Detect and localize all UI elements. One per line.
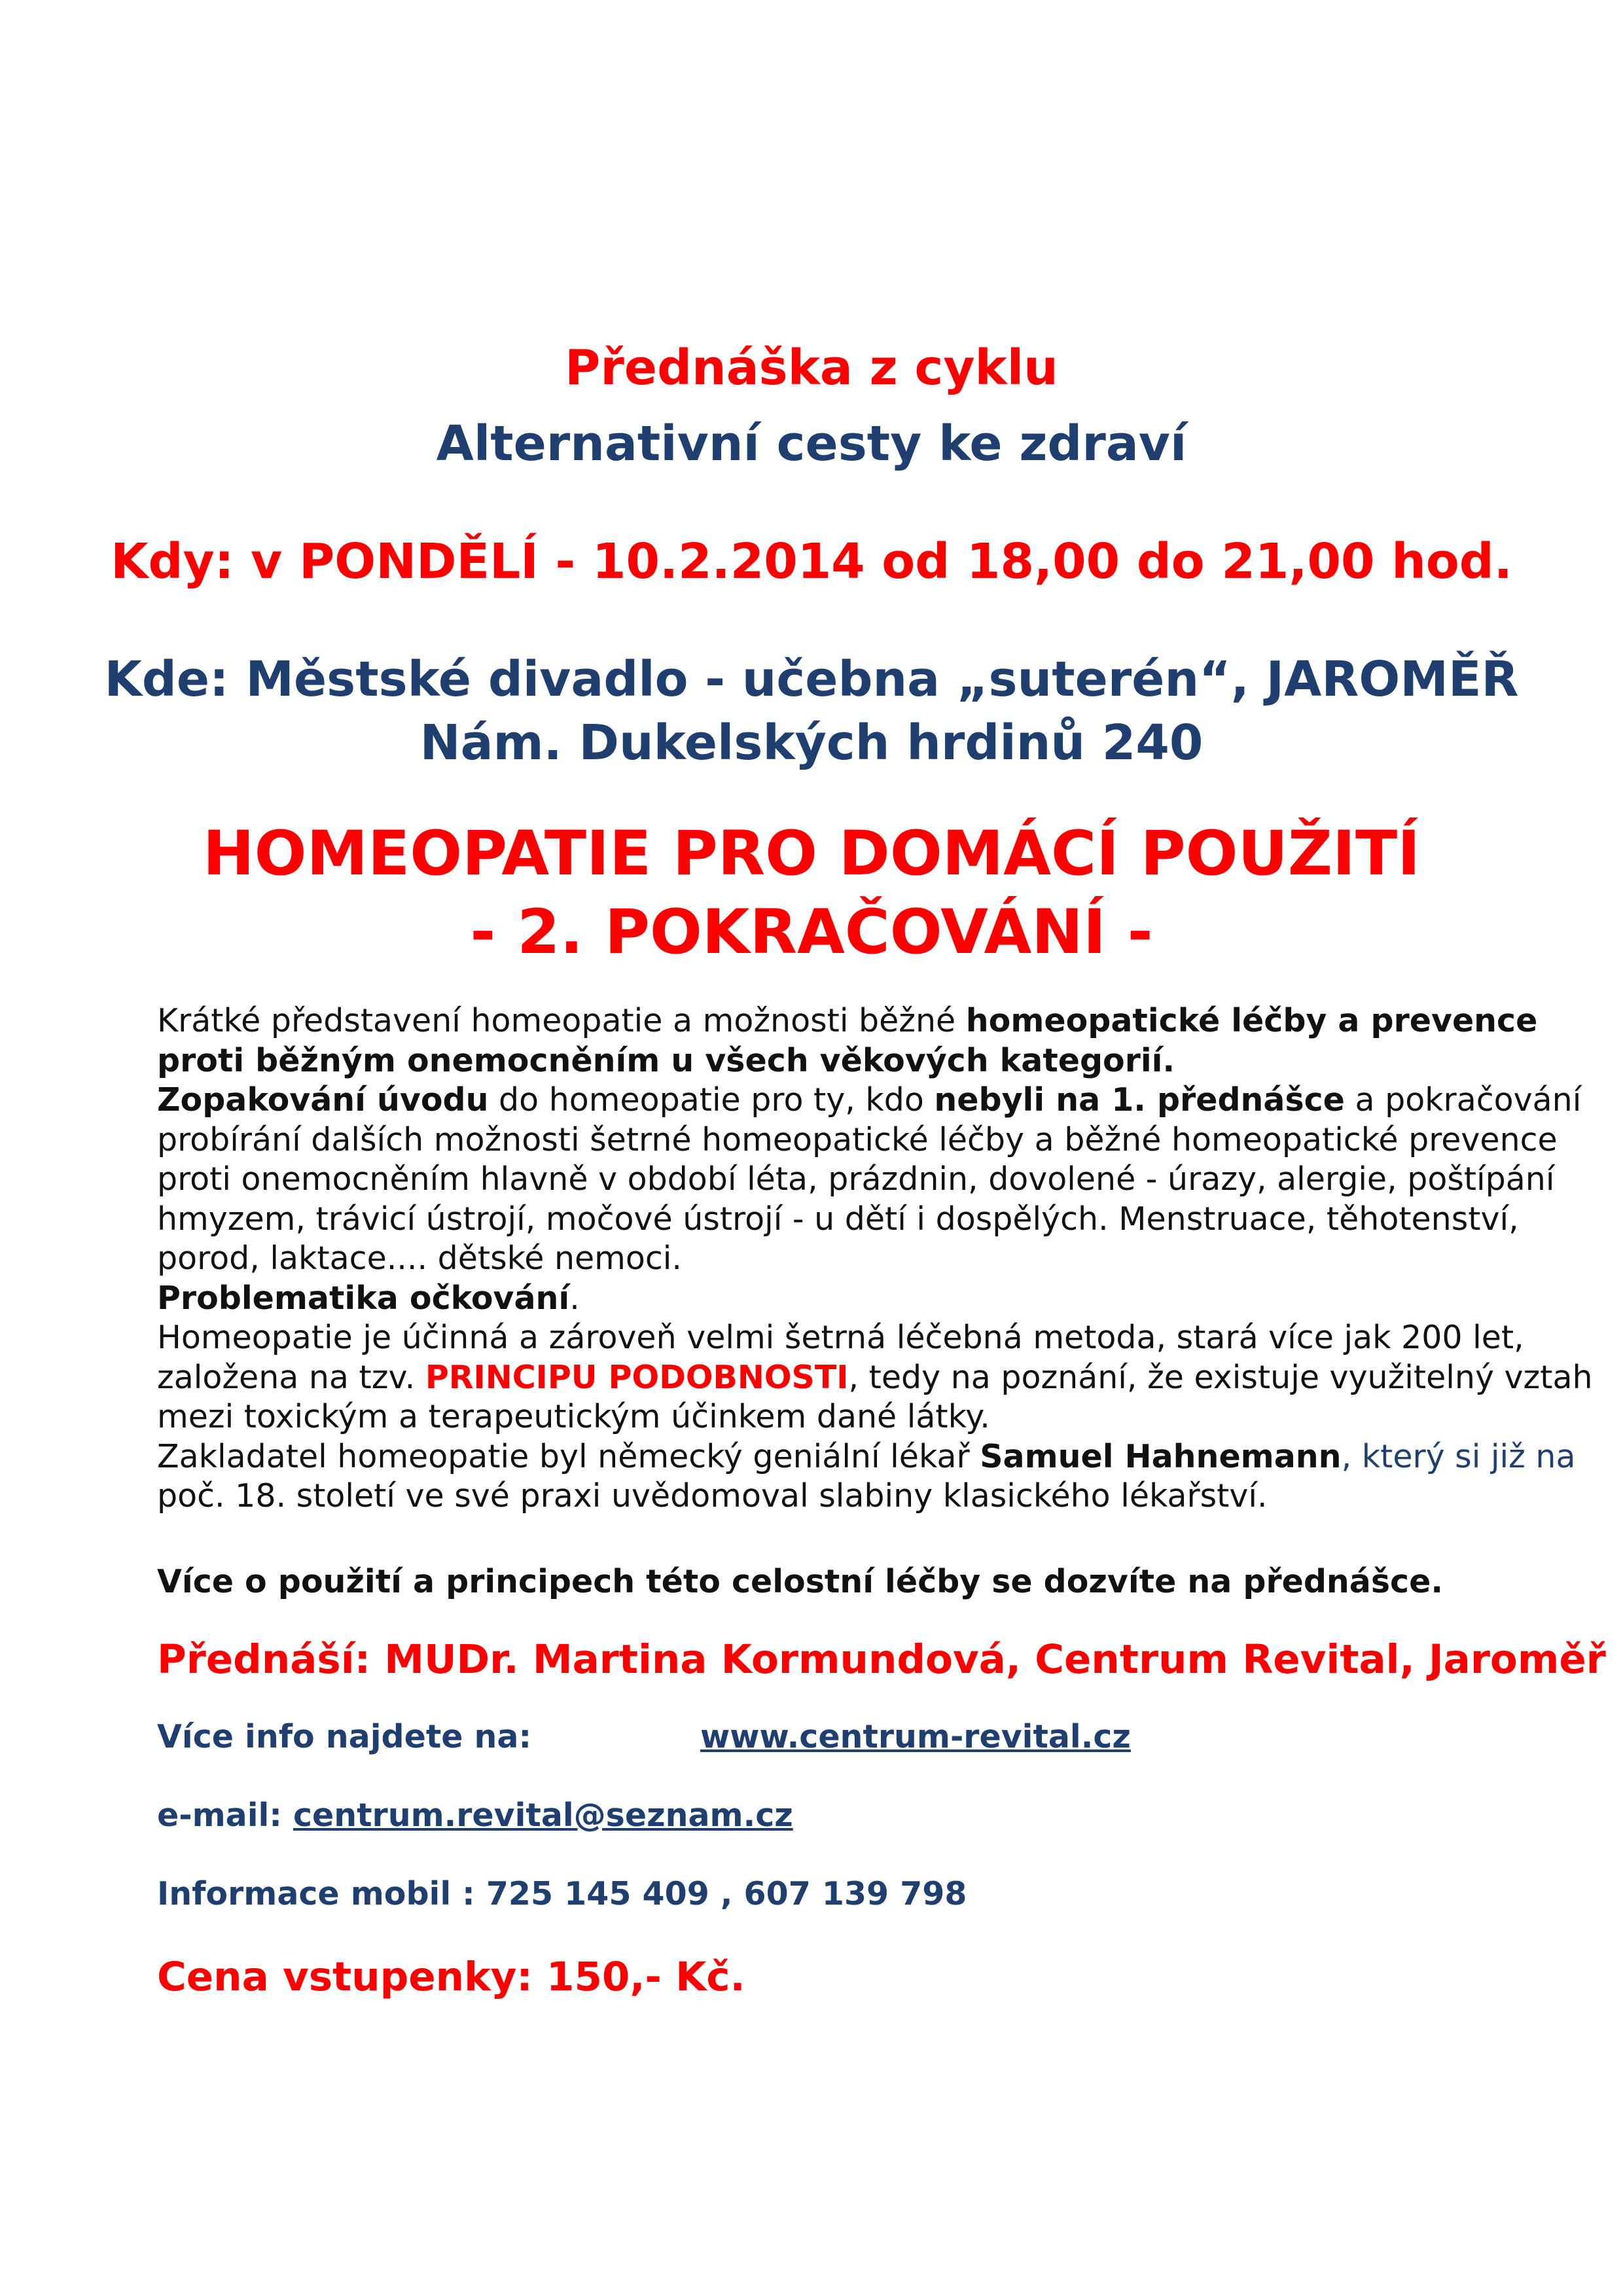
description-line xyxy=(157,1001,1538,1041)
text-run: . xyxy=(569,1279,580,1317)
series-name: Alternativní cesty ke zdraví xyxy=(436,416,1187,472)
website-link[interactable]: www.centrum-revital.cz xyxy=(700,1718,1131,1755)
series-label: Přednáška z cyklu xyxy=(565,340,1058,396)
description-line: poč. 18. století ve své praxi uvědomoval slabiny klasického lékařství. xyxy=(157,1477,1268,1515)
event-venue: Kde: Městské divadlo - učebna „suterén“, JAROMĚŘ xyxy=(104,651,1519,708)
lecture-subtitle: - 2. POKRAČOVÁNÍ - xyxy=(470,897,1153,968)
text-run: do homeopatie pro ty, kdo xyxy=(488,1081,935,1119)
text-run-bold: nebyli na 1. přednášce xyxy=(934,1081,1345,1119)
more-info-note: Více o použití a principech této celostní léčby se dozvíte na přednášce. xyxy=(157,1563,1443,1600)
email-info xyxy=(157,1797,793,1834)
description xyxy=(157,1001,1593,1516)
text-run-bold: Samuel Hahnemann xyxy=(980,1437,1342,1475)
description-line: Homeopatie je účinná a zároveň velmi šetrná léčebná metoda, stará více jak 200 let, xyxy=(157,1319,1524,1356)
email-link[interactable]: centrum.revital@seznam.cz xyxy=(293,1797,793,1834)
text-run: Krátké představení homeopatie a možnosti běžné xyxy=(157,1002,966,1039)
text-run: Zakladatel homeopatie byl německý geniální lékař xyxy=(157,1437,980,1475)
web-info xyxy=(157,1718,1131,1755)
text-run-bold: homeopatické léčby a prevence xyxy=(965,1002,1538,1039)
lecturer: Přednáší: MUDr. Martina Kormundová, Centrum Revital, Jaroměř xyxy=(157,1636,1606,1683)
text-run: , tedy na poznání, že existuje využitelný vztah xyxy=(848,1358,1593,1396)
description-line xyxy=(157,1437,1576,1477)
email-label: e-mail: xyxy=(157,1797,293,1834)
ticket-price: Cena vstupenky: 150,- Kč. xyxy=(157,1954,745,2000)
text-run: a pokračování xyxy=(1344,1081,1582,1119)
text-run: , který si již na xyxy=(1341,1437,1576,1475)
text-run-bold: Problematika očkování xyxy=(157,1279,570,1317)
web-label: Více info najdete na: xyxy=(157,1718,532,1755)
description-line: proti běžným onemocněním u všech věkových kategorií. xyxy=(157,1041,1175,1079)
description-line xyxy=(157,1081,1582,1121)
description-line: porod, laktace.... dětské nemoci. xyxy=(157,1240,682,1277)
phone-info: Informace mobil : 725 145 409 , 607 139 798 xyxy=(157,1875,967,1912)
text-run-bold: Zopakování úvodu xyxy=(157,1081,489,1119)
event-address: Nám. Dukelských hrdinů 240 xyxy=(419,715,1204,771)
description-line xyxy=(157,1279,1492,1319)
lecture-title: HOMEOPATIE PRO DOMÁCÍ POUŽITÍ xyxy=(202,818,1421,889)
description-line: probírání dalších možnosti šetrné homeopatické léčby a běžné homeopatické prevence xyxy=(157,1121,1558,1158)
text-run-highlight: PRINCIPU PODOBNOSTI xyxy=(425,1358,849,1396)
description-line: hmyzem, trávicí ústrojí, močové ústrojí - u dětí i dospělých. Menstruace, těhotenství, xyxy=(157,1200,1519,1238)
description-line: mezi toxickým a terapeutickým účinkem dané látky. xyxy=(157,1398,990,1435)
event-date-time: Kdy: v PONDĚLÍ - 10.2.2014 od 18,00 do 21,00 hod. xyxy=(111,533,1512,590)
text-run: založena na tzv. xyxy=(157,1358,425,1396)
description-line: proti onemocněním hlavně v období léta, prázdnin, dovolené - úrazy, alergie, poštípání xyxy=(157,1160,1555,1198)
description-line xyxy=(157,1358,1593,1398)
